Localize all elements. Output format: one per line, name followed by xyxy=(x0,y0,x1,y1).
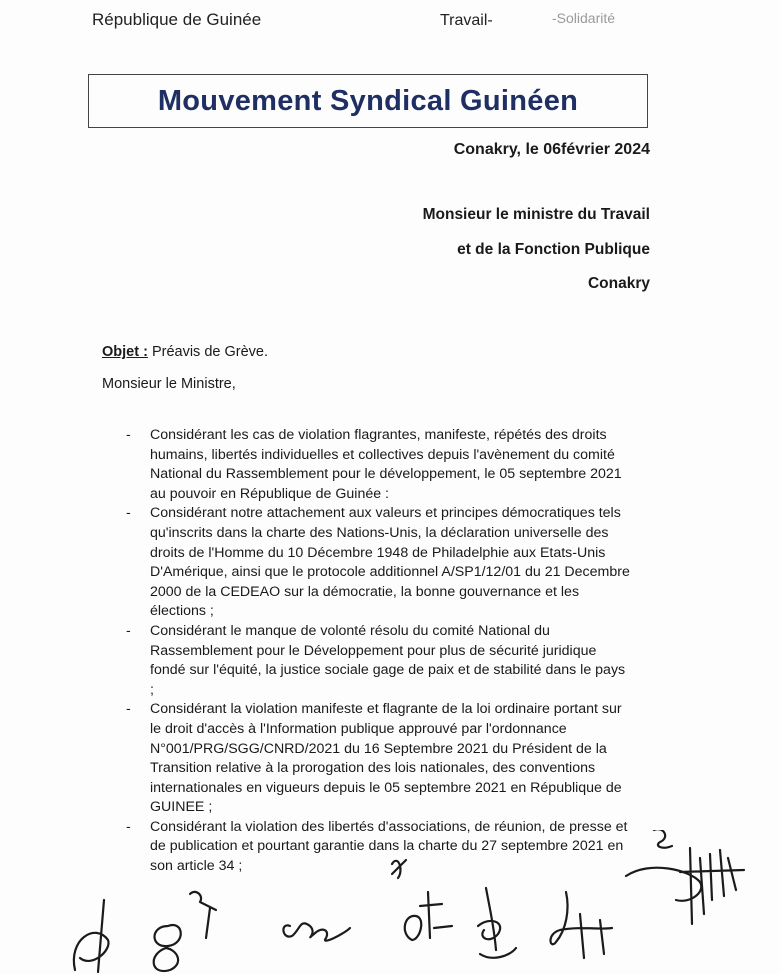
addressee-line-3: Conakry xyxy=(587,275,650,292)
considerant-item: - Considérant la violation des libertés d'associations, de réunion, de presse et de publication et pourtant garantie dans la charte du 27 septembre 2021 en son article 34 ; xyxy=(126,818,631,877)
addressee-line-1: Monsieur le ministre du Travail xyxy=(422,206,650,223)
considerant-item: - Considérant notre attachement aux valeurs et principes démocratiques tels qu'inscrits dans la charte des Nations-Unis, la déclaration universelle des droits de l'Homme du 10 Décembre 1948 de Philadelphie aux Etats-Unis D'Amérique, ainsi que le protocole additionnel A/SP1/12/01 du 21 Decembre 2000 de la CEDEAO sur la démocratie, la bonne gouvernance et les élections ; xyxy=(126,504,631,622)
signature-1 xyxy=(74,900,109,972)
considerant-item: - Considérant le manque de volonté résolu du comité National du Rassemblement pour le Développement pour plus de sécurité juridique fondé sur l'équité, la justice sociale gage de paix et de stabilité dans le pays ; xyxy=(126,622,631,700)
considerant-item: - Considérant la violation manifeste et flagrante de la loi ordinaire portant sur le droit d'accès à l'Information publique approuvé par l'ordonnance N°001/PRG/SGG/CNRD/2021 du 16 Septembre 2021 du Président de la Transition relative à la prorogation des lois nationales, des conventions internationales en vigueurs depuis le 05 septembre 2021 en République de GUINEE ; xyxy=(126,700,631,818)
header-motto-solidarite: -Solidarité xyxy=(552,10,616,26)
header-motto-travail: Travail- xyxy=(440,12,493,29)
page-title: Mouvement Syndical Guinéen xyxy=(157,84,579,117)
signatures xyxy=(0,830,780,974)
title-box xyxy=(88,74,648,128)
considerant-item: - Considérant les cas de violation flagrantes, manifeste, répétés des droits humains, libertés individuelles et collectives depuis l'avènement du comité National du Rassemblement pour le développement, le 05 septembre 2021 au pouvoir en République de Guinée : xyxy=(126,426,631,504)
subject-line xyxy=(102,344,268,360)
addressee-line-2: et de la Fonction Publique xyxy=(457,241,650,258)
considerants-list xyxy=(126,426,631,877)
signature-5 xyxy=(478,888,516,958)
subject-label: Objet : xyxy=(102,344,148,360)
signature-2 xyxy=(154,892,216,971)
subject-text: Préavis de Grève. xyxy=(151,344,269,360)
initial-mark xyxy=(392,860,406,878)
header-republic: République de Guinée xyxy=(92,10,262,29)
salutation: Monsieur le Ministre, xyxy=(102,376,236,392)
margin-mark xyxy=(654,830,672,848)
signature-3 xyxy=(283,923,350,940)
signature-7 xyxy=(626,848,744,924)
letter-date: Conakry, le 06février 2024 xyxy=(453,141,650,158)
signature-6 xyxy=(551,892,613,958)
signature-4 xyxy=(405,892,452,940)
